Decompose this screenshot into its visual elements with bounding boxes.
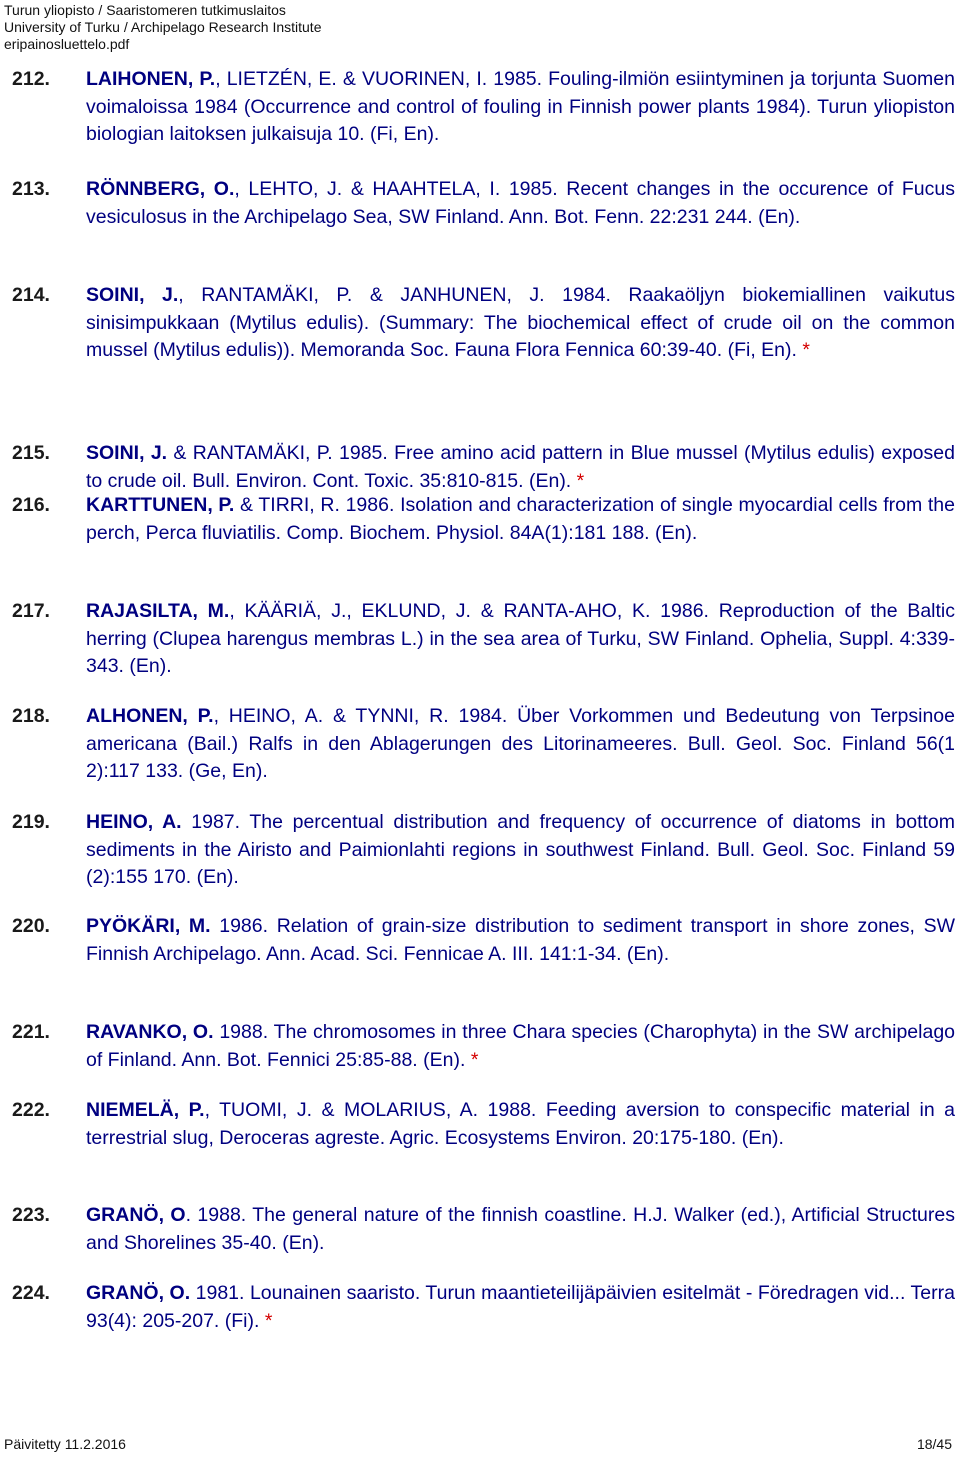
entry-number: 216. bbox=[12, 494, 50, 516]
entry-authors: 1981. bbox=[190, 1282, 250, 1304]
entry-authors: , LEHTO, J. & HAAHTELA, I. 1985. bbox=[234, 178, 567, 200]
entry-number: 221. bbox=[12, 1021, 50, 1043]
entry-number: 223. bbox=[12, 1204, 50, 1226]
header-line-institution-fi: Turun yliopisto / Saaristomeren tutkimuslaitos bbox=[4, 2, 286, 18]
entry-number: 220. bbox=[12, 915, 50, 937]
entry-title: The general nature of the finnish coastline. H.J. Walker (ed.), Artificial Structures and Shorelines 35-40. (En). bbox=[86, 1204, 955, 1254]
entry-title: Recent changes in the occurence of Fucus vesiculosus in the Archipelago Sea, SW Finland. Ann. Bot. Fenn. 22:231 244. (En). bbox=[86, 178, 955, 228]
entry-lead-author: GRANÖ, O. bbox=[86, 1282, 191, 1304]
entry-lead-author: ALHONEN, P. bbox=[86, 705, 214, 727]
entry-authors: , RANTAMÄKI, P. & JANHUNEN, J. 1984. bbox=[178, 284, 629, 306]
entry-lead-author: SOINI, J. bbox=[86, 442, 168, 464]
publication-entry bbox=[12, 1019, 956, 1074]
entry-lead-author: LAIHONEN, P. bbox=[86, 68, 216, 90]
entry-number: 214. bbox=[12, 284, 50, 306]
publication-entry bbox=[12, 66, 955, 149]
entry-title: Isolation and characterization of single myocardial cells from the perch, Perca fluviatilis. Comp. Biochem. Physiol. 84A(1):181 188. (En). bbox=[86, 494, 955, 544]
entry-title: Free amino acid pattern in Blue mussel (Mytilus edulis) exposed to crude oil. Bull. Environ. Cont. Toxic. 35:810-815. (En). bbox=[86, 442, 955, 492]
entry-authors: 1988. bbox=[213, 1021, 274, 1043]
entry-title: Über Vorkommen und Bedeutung von Terpsinoe americana (Bail.) Ralfs in den Ablagerungen des Litorinameeres. Bull. Geol. Soc. Finland 56(1 2):117 133. (Ge, En). bbox=[86, 705, 955, 782]
entry-number: 217. bbox=[12, 600, 50, 622]
entry-lead-author: GRANÖ, O bbox=[86, 1204, 186, 1226]
entry-authors: & TIRRI, R. 1986. bbox=[234, 494, 401, 516]
entry-title: Reproduction of the Baltic herring (Clupea harengus membras L.) in the sea area of Turku, SW Finland. Ophelia, Suppl. 4:339-343. (En). bbox=[86, 600, 955, 677]
entry-lead-author: NIEMELÄ, P. bbox=[86, 1099, 205, 1121]
entry-number: 218. bbox=[12, 705, 50, 727]
entry-number: 222. bbox=[12, 1099, 50, 1121]
entry-title: Lounainen saaristo. Turun maantieteilijäpäivien esitelmät - Föredragen vid... Terra 93(4): 205-207. (Fi). bbox=[86, 1282, 955, 1332]
entry-authors: & RANTAMÄKI, P. 1985. bbox=[167, 442, 395, 464]
entry-authors: . 1988. bbox=[185, 1204, 253, 1226]
entry-authors: , TUOMI, J. & MOLARIUS, A. 1988. bbox=[204, 1099, 546, 1121]
entry-lead-author: HEINO, A. bbox=[86, 811, 182, 833]
entry-number: 219. bbox=[12, 811, 50, 833]
entry-title: Feeding aversion to conspecific material in a terrestrial slug, Deroceras agreste. Agric. Ecosystems Environ. 20:175-180. (En). bbox=[86, 1099, 955, 1149]
publication-entry bbox=[12, 282, 955, 365]
entry-title: The percentual distribution and frequency of occurrence of diatoms in bottom sediments in the Airisto and Paimionlahti regions in southwest Finland. Bull. Geol. Soc. Finland 59 (2):155 170. (En). bbox=[86, 811, 956, 888]
footer-updated-date: Päivitetty 11.2.2016 bbox=[4, 1436, 126, 1452]
entry-star-marker: * bbox=[264, 1309, 273, 1332]
entry-authors: , LIETZÉN, E. & VUORINEN, I. 1985. bbox=[215, 68, 549, 90]
publication-entry bbox=[12, 440, 955, 495]
publication-entry bbox=[12, 703, 955, 786]
entry-lead-author: PYÖKÄRI, M. bbox=[86, 915, 211, 937]
entry-number: 224. bbox=[12, 1282, 50, 1304]
entry-lead-author: RAJASILTA, M. bbox=[86, 600, 230, 622]
publication-entry bbox=[12, 913, 955, 968]
header-line-filename: eripainosluettelo.pdf bbox=[4, 36, 130, 52]
entry-star-marker: * bbox=[802, 339, 810, 361]
publication-entry bbox=[12, 176, 955, 231]
publication-entry bbox=[12, 1202, 955, 1257]
entry-lead-author: RÖNNBERG, O. bbox=[86, 178, 235, 200]
entry-lead-author: SOINI, J. bbox=[86, 284, 179, 306]
entry-number: 215. bbox=[12, 442, 50, 464]
entry-number: 212. bbox=[12, 68, 50, 90]
entry-star-marker: * bbox=[470, 1048, 479, 1071]
entry-lead-author: KARTTUNEN, P. bbox=[86, 494, 235, 516]
publication-entry bbox=[12, 809, 956, 892]
header-line-institution-en: University of Turku / Archipelago Research Institute bbox=[4, 19, 322, 35]
publication-entry bbox=[12, 1280, 955, 1335]
entry-authors: 1986. bbox=[210, 915, 277, 937]
entry-authors: , KÄÄRIÄ, J., EKLUND, J. & RANTA-AHO, K. 1986. bbox=[229, 600, 719, 622]
entry-number: 213. bbox=[12, 178, 50, 200]
entry-lead-author: RAVANKO, O. bbox=[86, 1021, 214, 1043]
entry-title: Raakaöljyn biokemiallinen vaikutus sinisimpukkaan (Mytilus edulis). (Summary: The biochemical effect of crude oil on the common mussel (Mytilus edulis)). Memoranda Soc. Fauna Flora Fennica 60:39-40. (Fi, En). bbox=[86, 284, 955, 361]
entry-title: Relation of grain-size distribution to sediment transport in shore zones, SW Finnish Archipelago. Ann. Acad. Sci. Fennicae A. III. 141:1-34. (En). bbox=[86, 915, 955, 965]
entry-star-marker: * bbox=[576, 469, 585, 492]
publication-entry bbox=[12, 492, 955, 547]
entry-title: The chromosomes in three Chara species (Charophyta) in the SW archipelago of Finland. Ann. Bot. Fennici 25:85-88. (En). bbox=[86, 1021, 956, 1071]
footer-page-number: 18/45 bbox=[916, 1436, 952, 1452]
entry-authors: 1987. bbox=[181, 811, 250, 833]
entry-title: Fouling-ilmiön esiintyminen ja torjunta Suomen voimaloissa 1984 (Occurrence and control of fouling in Finnish power plants 1984). Turun yliopiston biologian laitoksen julkaisuja 10. (Fi, En). bbox=[86, 68, 955, 145]
publication-entry bbox=[12, 598, 955, 681]
entry-authors: , HEINO, A. & TYNNI, R. 1984. bbox=[213, 705, 518, 727]
publication-entry bbox=[12, 1097, 955, 1152]
